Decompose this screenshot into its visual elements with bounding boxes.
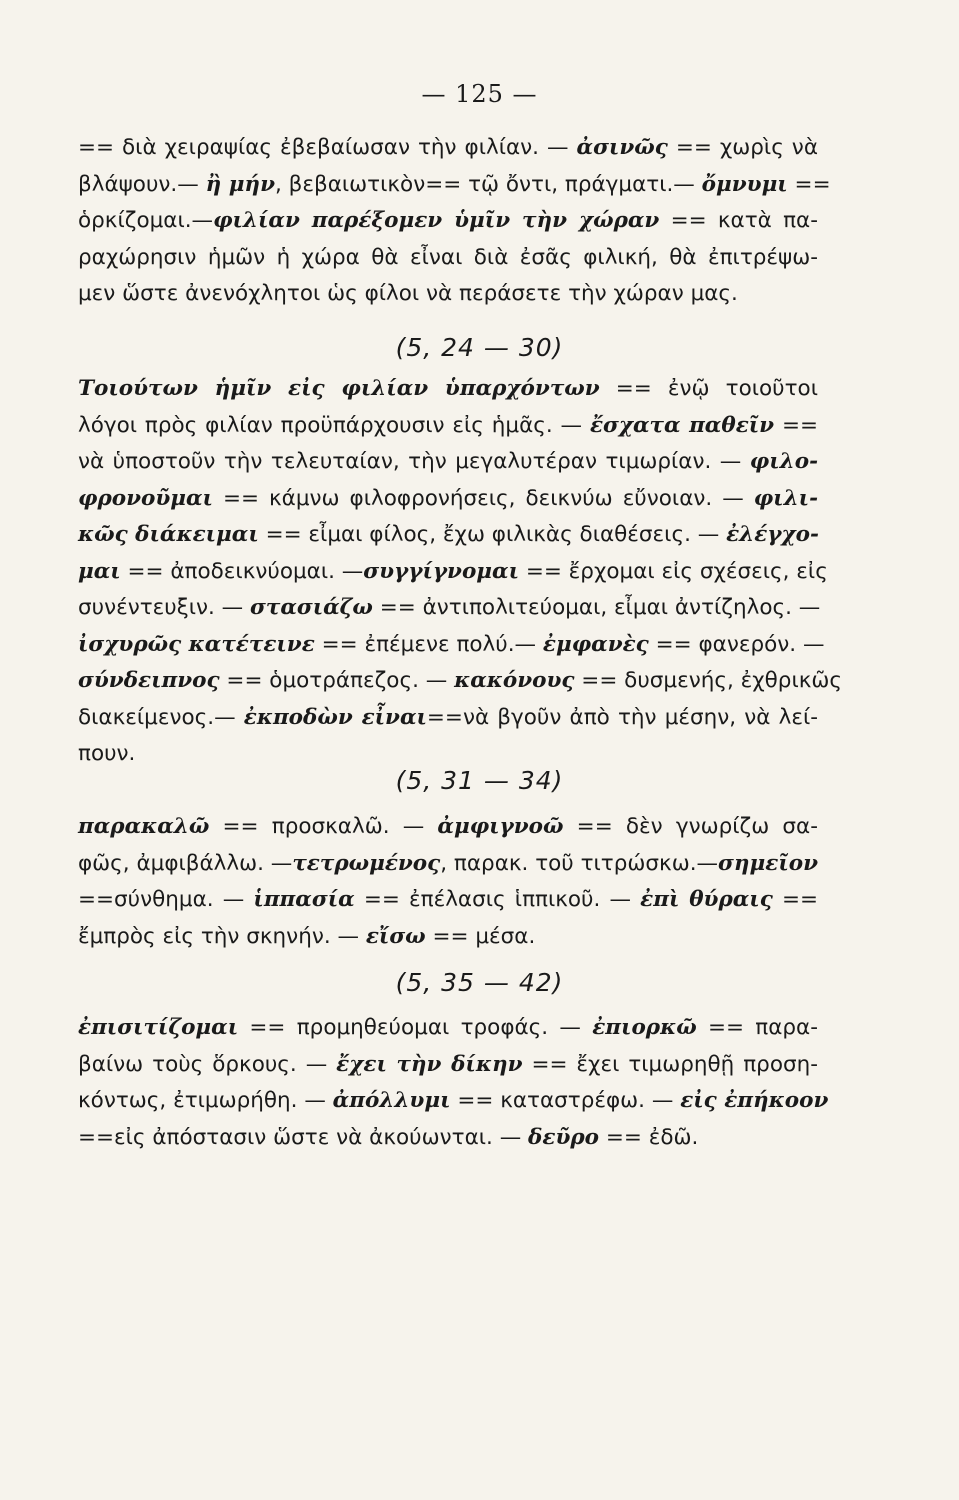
glossary-block-intro — [78, 130, 831, 313]
glossary-block-5-31-34 — [78, 809, 818, 955]
glossary-term: ἀπόλλυμι — [332, 1088, 451, 1113]
text-line: σύνδειπνος == ὁμοτράπεζος. — κακόνους == δυσμενής, ἐχθρικῶς — [78, 668, 843, 693]
glossary-term: ἱππασία — [253, 887, 355, 912]
glossary-term: ἐλέγχο- — [726, 522, 819, 547]
glossary-term: ἀσινῶς — [576, 135, 668, 160]
glossary-term: κῶς διάκειμαι — [78, 522, 259, 547]
text-line: ἐπισιτίζομαι == προμηθεύομαι τροφάς. — ἐπιορκῶ == παρα- — [78, 1015, 818, 1040]
text-line: ἰσχυρῶς κατέτεινε == ἐπέμενε πολύ.— ἐμφανὲς == φανερόν. — — [78, 631, 825, 657]
glossary-term: ἔχει τὴν δίκην — [336, 1051, 523, 1077]
text-line: ἔμπρὸς εἰς τὴν σκηνήν. — εἴσω == μέσα. — [78, 923, 536, 949]
text-line: κόντως, ἐτιμωρήθη. — ἀπόλλυμι == καταστρέφω. — εἰς ἐπήκοον — [78, 1088, 829, 1113]
text-line: βλάψουν.— ἢ μήν, βεβαιωτικὸν== τῷ ὄντι, πράγματι.— ὄμνυμι == — [78, 171, 831, 197]
text-line: βαίνω τοὺς ὅρκους. — ἔχει τὴν δίκην == ἔχει τιμωρηθῇ προση- — [78, 1051, 818, 1077]
text-line: μαι == ἀποδεικνύομαι. —συγγίγνομαι == ἔρχομαι εἰς σχέσεις, εἰς — [78, 558, 828, 584]
glossary-term: μαι — [78, 558, 121, 584]
text-line: φρονοῦμαι == κάμνω φιλοφρονήσεις, δεικνύω εὔνοιαν. — φιλι- — [78, 485, 818, 511]
glossary-term: φιλο- — [749, 449, 818, 474]
glossary-term: εἰς ἐπήκοον — [680, 1088, 829, 1113]
glossary-block-5-24-30 — [78, 371, 843, 773]
glossary-term: εἴσω — [365, 923, 426, 949]
glossary-term: ἐπισιτίζομαι — [78, 1015, 239, 1040]
glossary-term: δεῦρο — [528, 1124, 599, 1150]
glossary-term: ἰσχυρῶς κατέτεινε — [78, 631, 315, 657]
text-line: Τοιούτων ἡμῖν εἰς φιλίαν ὑπαρχόντων == ἐνῷ τοιοῦτοι — [78, 376, 818, 401]
glossary-term: παρακαλῶ — [78, 814, 210, 839]
text-line: ραχώρησιν ἡμῶν ἡ χώρα θὰ εἶναι διὰ ἐσᾶς φιλική, θὰ ἐπιτρέψω- — [78, 244, 818, 270]
text-line: μεν ὥστε ἀνενόχλητοι ὡς φίλοι νὰ περάσετε τὴν χώραν μας. — [78, 281, 738, 306]
glossary-term: φιλι- — [753, 485, 818, 511]
text-line: λόγοι πρὸς φιλίαν προϋπάρχουσιν εἰς ἡμᾶς. — ἔσχατα παθεῖν == — [78, 412, 818, 438]
section-heading: (5, 35 — 42) — [395, 968, 564, 997]
text-line: φῶς, ἀμφιβάλλω. —τετρωμένος, παρακ. τοῦ τιτρώσκω.—σημεῖον — [78, 850, 818, 876]
glossary-term: ἀμφιγνοῶ — [437, 814, 564, 839]
glossary-term: ὄμνυμι — [701, 171, 788, 197]
glossary-term: ἔσχατα παθεῖν — [589, 412, 775, 438]
section-heading: (5, 24 — 30) — [395, 333, 564, 362]
glossary-term: τετρωμένος — [292, 850, 441, 876]
page-number: — 125 — — [421, 80, 538, 108]
text-line: πουν. — [78, 741, 136, 766]
glossary-term: σύνδειπνος — [78, 668, 220, 693]
glossary-term: ἐκποδὼν εἶναι — [243, 704, 427, 730]
glossary-term: ἐμφανὲς — [542, 631, 649, 657]
glossary-term: Τοιούτων ἡμῖν εἰς φιλίαν ὑπαρχόντων — [78, 376, 600, 401]
text-line: κῶς διάκειμαι == εἶμαι φίλος, ἔχω φιλικὰς διαθέσεις. — ἐλέγχο- — [78, 522, 819, 547]
text-line: ==σύνθημα. — ἱππασία == ἐπέλασις ἱππικοῦ. — ἐπὶ θύραις == — [78, 887, 818, 912]
glossary-term: φρονοῦμαι — [78, 485, 213, 511]
text-line: διακείμενος.— ἐκποδὼν εἶναι==νὰ βγοῦν ἀπὸ τὴν μέσην, νὰ λεί- — [78, 704, 818, 730]
text-line: ==εἰς ἀπόστασιν ὥστε νὰ ἀκούωνται. — δεῦρο == ἐδῶ. — [78, 1124, 699, 1150]
glossary-block-5-35-42 — [78, 1010, 829, 1156]
section-heading: (5, 31 — 34) — [395, 766, 564, 795]
text-line: == διὰ χειραψίας ἐβεβαίωσαν τὴν φιλίαν. — ἀσινῶς == χωρὶς νὰ — [78, 135, 818, 160]
glossary-term: ἐπὶ θύραις — [640, 887, 773, 912]
glossary-term: φιλίαν παρέξομεν ὑμῖν τὴν χώραν — [213, 208, 660, 233]
text-line: συνέντευξιν. — στασιάζω == ἀντιπολιτεύομαι, εἶμαι ἀντίζηλος. — — [78, 595, 821, 620]
glossary-term: στασιάζω — [250, 595, 373, 620]
glossary-term: ἐπιορκῶ — [592, 1015, 697, 1040]
glossary-term: ἢ μήν — [205, 171, 275, 197]
glossary-term: σημεῖον — [718, 850, 818, 876]
glossary-term: συγγίγνομαι — [363, 558, 519, 584]
text-line: παρακαλῶ == προσκαλῶ. — ἀμφιγνοῶ == δὲν γνωρίζω σα- — [78, 814, 818, 839]
text-line: νὰ ὑποστοῦν τὴν τελευταίαν, τὴν μεγαλυτέραν τιμωρίαν. — φιλο- — [78, 449, 818, 474]
text-line: ὁρκίζομαι.—φιλίαν παρέξομεν ὑμῖν τὴν χώραν == κατὰ πα- — [78, 208, 818, 233]
glossary-term: κακόνους — [454, 668, 575, 693]
